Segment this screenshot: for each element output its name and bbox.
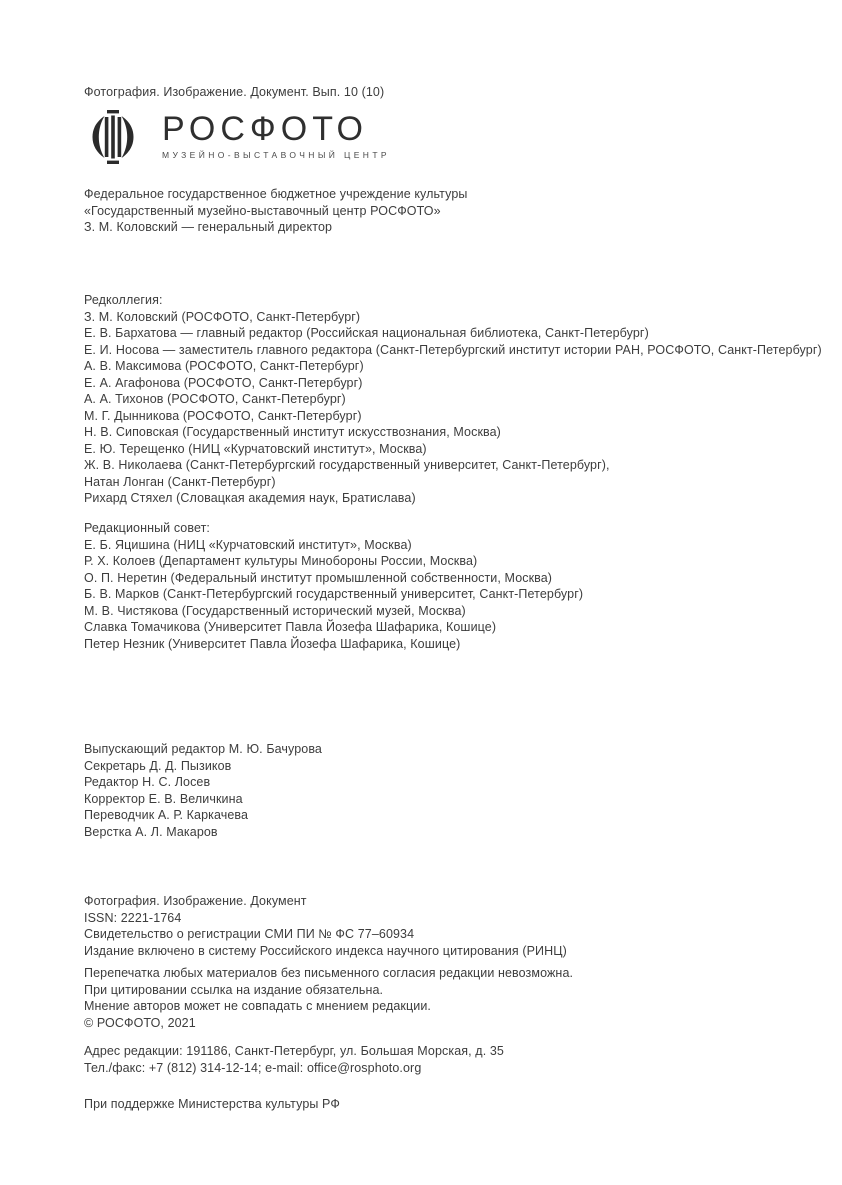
editorial-board-member: З. М. Коловский (РОСФОТО, Санкт-Петербург) [84, 309, 361, 324]
institution-line: Федеральное государственное бюджетное учреждение культуры [84, 187, 468, 201]
production-credit-line: Верстка А. Л. Макаров [84, 824, 218, 839]
institution-line: «Государственный музейно-выставочный центр РОСФОТО» [84, 203, 441, 218]
institution-line: З. М. Коловский — генеральный директор [84, 220, 333, 234]
production-credit-line: Переводчик А. Р. Каркачева [84, 808, 249, 822]
editorial-board-member: М. Г. Дынникова (РОСФОТО, Санкт-Петербург) [84, 408, 362, 423]
edition-header: Фотография. Изображение. Документ. Вып. 10 (10) [84, 85, 385, 99]
editorial-board-member: Рихард Стяхел (Словацкая академия наук, Братислава) [84, 491, 416, 505]
editorial-board-list [84, 309, 822, 507]
logo-subtitle: МУЗЕЙНО-ВЫСТАВОЧНЫЙ ЦЕНТР [162, 150, 390, 160]
editorial-council-title: Редакционный совет: [84, 521, 210, 535]
production-credit-line: Корректор Е. В. Величкина [84, 791, 243, 806]
institution-block [84, 186, 812, 236]
copyright-line: © РОСФОТО, 2021 [84, 1015, 196, 1030]
editorial-board-member: Натан Лонган (Санкт-Петербург) [84, 474, 276, 489]
publication-info-line: Свидетельство о регистрации СМИ ПИ № ФС 77–60934 [84, 927, 415, 941]
editorial-board-member: Ж. В. Николаева (Санкт-Петербургский государственный университет, Санкт-Петербург), [84, 458, 610, 472]
editorial-board-member: Е. Ю. Терещенко (НИЦ «Курчатовский институт», Москва) [84, 441, 427, 456]
editorial-council-member: Б. В. Марков (Санкт-Петербургский государственный университет, Санкт-Петербург) [84, 587, 584, 601]
production-credit-line: Выпускающий редактор М. Ю. Бачурова [84, 742, 322, 756]
editorial-council-member: Р. Х. Колоев (Департамент культуры Минобороны России, Москва) [84, 554, 478, 568]
production-credit-line: Секретарь Д. Д. Пызиков [84, 758, 232, 773]
editorial-council-member: М. В. Чистякова (Государственный исторический музей, Москва) [84, 603, 466, 618]
editorial-council-member: О. П. Неретин (Федеральный институт промышленной собственности, Москва) [84, 570, 553, 585]
editorial-council-block [84, 520, 812, 652]
editorial-board-member: Е. А. Агафонова (РОСФОТО, Санкт-Петербург) [84, 375, 363, 390]
copyright-line: Перепечатка любых материалов без письменного согласия редакции невозможна. [84, 966, 574, 980]
copyright-line: При цитировании ссылка на издание обязательна. [84, 982, 384, 997]
editorial-council-list [84, 537, 812, 653]
editorial-council-member: Петер Незник (Университет Павла Йозефа Шафарика, Кошице) [84, 636, 461, 651]
contact-line: Тел./факс: +7 (812) 314-12-14; e-mail: office@rosphoto.org [84, 1060, 422, 1075]
publication-info-line: Издание включено в систему Российского индекса научного цитирования (РИНЦ) [84, 943, 567, 958]
contacts-block [84, 1043, 812, 1076]
copyright-line: Мнение авторов может не совпадать с мнением редакции. [84, 999, 431, 1013]
production-credit-line: Редактор Н. С. Лосев [84, 775, 211, 789]
publication-info-line: ISSN: 2221-1764 [84, 910, 182, 925]
editorial-council-member: Славка Томачикова (Университет Павла Йозефа Шафарика, Кошице) [84, 620, 497, 634]
editorial-board-member: А. В. Максимова (РОСФОТО, Санкт-Петербург) [84, 359, 364, 373]
copyright-block [84, 965, 812, 1031]
rosphoto-logo [82, 106, 390, 168]
support-line: При поддержке Министерства культуры РФ [84, 1097, 340, 1111]
editorial-board-member: Е. И. Носова — заместитель главного редактора (Санкт-Петербургский институт истории РАН, РОСФОТО, Санкт-Петербург) [84, 342, 822, 357]
rosphoto-logo-text [162, 106, 390, 160]
editorial-board-block [84, 292, 822, 507]
logo-title: РОСФОТО [162, 110, 368, 148]
editorial-board-member: Е. В. Бархатова — главный редактор (Российская национальная библиотека, Санкт-Петербург) [84, 326, 649, 340]
production-credits-block [84, 741, 812, 840]
editorial-council-member: Е. Б. Яцишина (НИЦ «Курчатовский институт», Москва) [84, 537, 412, 552]
contact-line: Адрес редакции: 191186, Санкт-Петербург, ул. Большая Морская, д. 35 [84, 1044, 504, 1058]
editorial-board-title: Редколлегия: [84, 293, 163, 307]
publication-info-line: Фотография. Изображение. Документ [84, 894, 307, 908]
editorial-board-member: А. А. Тихонов (РОСФОТО, Санкт-Петербург) [84, 392, 346, 406]
publication-info-block [84, 893, 812, 959]
editorial-board-member: Н. В. Сиповская (Государственный институт искусствознания, Москва) [84, 425, 501, 439]
rosphoto-logo-icon [82, 106, 144, 168]
